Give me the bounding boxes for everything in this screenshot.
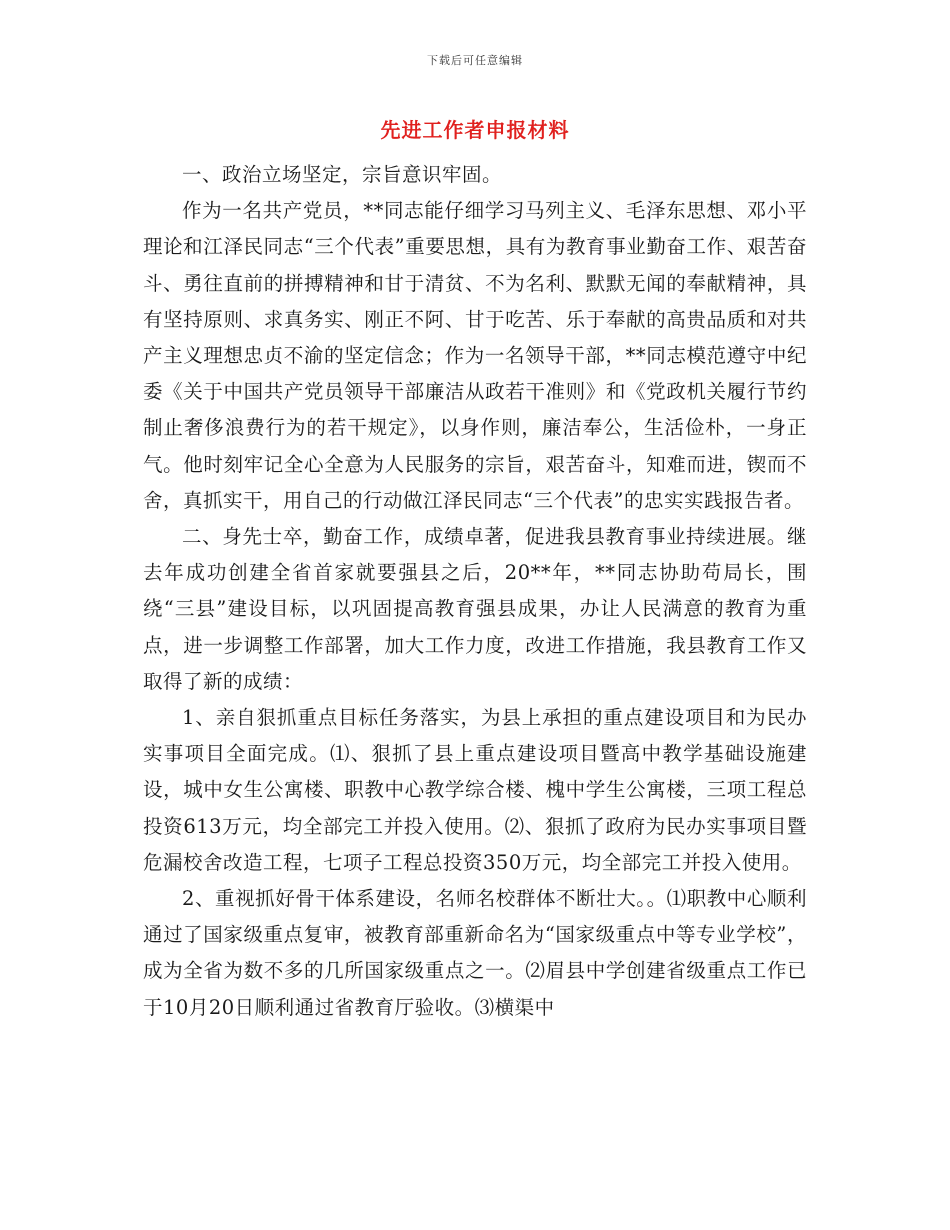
paragraph-political-stance: 作为一名共产党员，**同志能仔细学习马列主义、毛泽东思想、邓小平理论和江泽民同志“三个代表”重要思想，具有为教育事业勤奋工作、艰苦奋斗、勇往直前的拼搏精神和甘于清贫、不为名利、默默无闻的奉献精神，具有坚持原则、求真务实、刚正不阿、甘于吃苦、乐于奉献的高贵品质和对共产主义理想忠贞不渝的坚定信念；作为一名领导干部，**同志模范遵守中纪委《关于中国共产党员领导干部廉洁从政若干准则》和《党政机关履行节约制止奢侈浪费行为的若干规定》，以身作则，廉洁奉公，生活俭朴，一身正气。他时刻牢记全心全意为人民服务的宗旨，艰苦奋斗，知难而进，锲而不舍，真抓实干，用自己的行动做江泽民同志“三个代表”的忠实实践报告者。 [143, 199, 807, 512]
document-title: 先进工作者申报材料 [380, 118, 570, 142]
paragraph-section-2-heading: 二、身先士卒，勤奋工作，成绩卓著，促进我县教育事业持续进展。继去年成功创建全省首家就要强县之后，20**年，**同志协助苟局长，围绕“三县”建设目标，以巩固提高教育强县成果，办让人民满意的教育为重点，进一步调整工作部署，加大工作力度，改进工作措施，我县教育工作又取得了新的成绩： [143, 525, 807, 693]
paragraph-item-1: 1、亲自狠抓重点目标任务落实，为县上承担的重点建设项目和为民办实事项目全面完成。⑴、狠抓了县上重点建设项目暨高中教学基础设施建设，城中女生公寓楼、职教中心教学综合楼、槐中学生公寓楼，三项工程总投资613万元，均全部完工并投入使用。⑵、狠抓了政府为民办实事项目暨危漏校舍改造工程，七项子工程总投资350万元，均全部完工并投入使用。 [143, 706, 807, 874]
page-header: 下载后可任意编辑 [427, 54, 523, 67]
paragraph-item-2: 2、重视抓好骨干体系建设，名师名校群体不断壮大。。⑴职教中心顺利通过了国家级重点复审，被教育部重新命名为“国家级重点中等专业学校”，成为全省为数不多的几所国家级重点之一。⑵眉县中学创建省级重点工作已于10月20日顺利通过省教育厅验收。⑶横渠中 [143, 887, 807, 1019]
document-body [143, 157, 807, 1026]
paragraph-section-1-heading: 一、政治立场坚定，宗旨意识牢固。 [182, 163, 503, 186]
